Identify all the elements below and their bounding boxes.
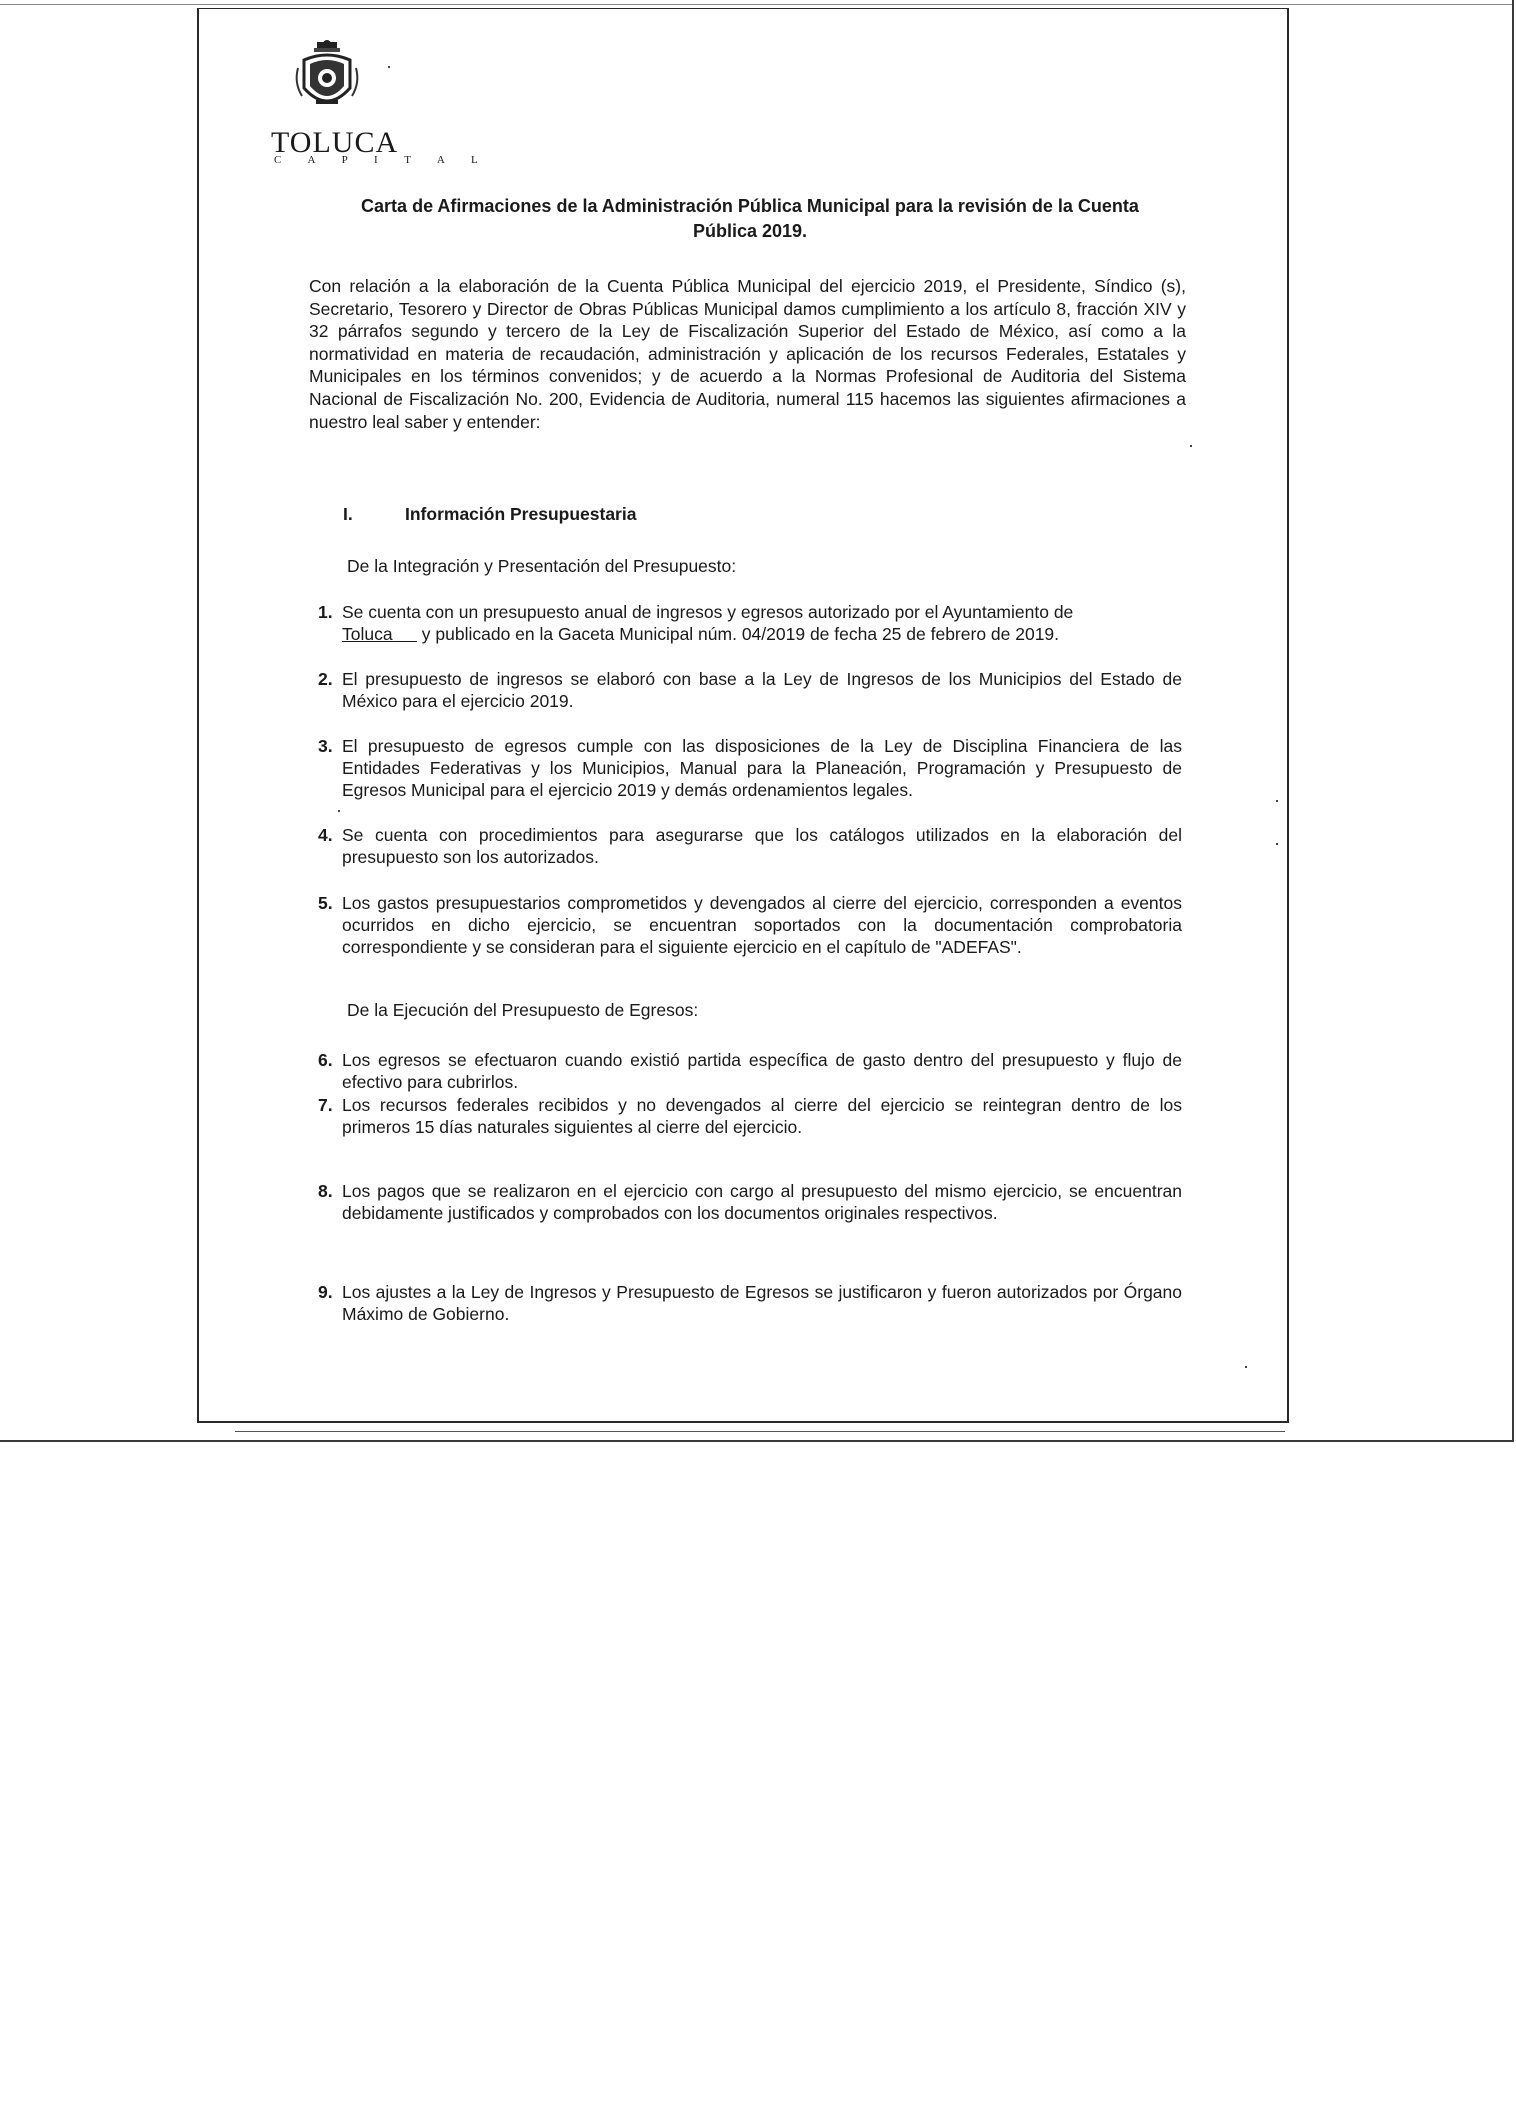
item-number: 1. bbox=[318, 602, 333, 622]
item-text bbox=[342, 601, 1182, 645]
item-number: 5. bbox=[318, 893, 333, 913]
item-text: El presupuesto de egresos cumple con las disposiciones de la Ley de Disciplina Financiera de las Entidades Federativas y los Municipios, Manual para la Planeación, Programación y Presupuesto de Egresos Municipal para el ejercicio 2019 y demás ordenamientos legales. bbox=[342, 736, 1182, 800]
item-text: Los gastos presupuestarios comprometidos y devengados al cierre del ejercicio, corresponden a eventos ocurridos en dicho ejercicio, se encuentran soportados con la documentación comprobatoria correspondiente y se consideran para el siguiente ejercicio en el capítulo de "ADEFAS". bbox=[342, 893, 1182, 957]
logo-wordmark: TOLUCA bbox=[271, 126, 399, 159]
item-number: 2. bbox=[318, 669, 333, 689]
document-title bbox=[300, 194, 1200, 244]
item-text-part-a: Se cuenta con un presupuesto anual de ingresos y egresos autorizado por el Ayuntamiento de bbox=[342, 602, 1074, 622]
item-number: 9. bbox=[318, 1282, 333, 1302]
item-number: 7. bbox=[318, 1095, 333, 1115]
intro-paragraph: Con relación a la elaboración de la Cuenta Pública Municipal del ejercicio 2019, el Presidente, Síndico (s), Secretario, Tesorero y Director de Obras Públicas Municipal damos cumplimiento a los artículo 8, fracción XIV y 32 párrafos segundo y tercero de la Ley de Fiscalización Superior del Estado de México, así como a la normatividad en materia de recaudación, administración y aplicación de los recursos Federales, Estatales y Municipales en los términos convenidos; y de acuerdo a la Normas Profesional de Auditoria del Sistema Nacional de Fiscalización No. 200, Evidencia de Auditoria, numeral 115 hacemos las siguientes afirmaciones a nuestro leal saber y entender: bbox=[309, 276, 1186, 432]
coat-of-arms-icon bbox=[292, 38, 362, 120]
item-number: 3. bbox=[318, 736, 333, 756]
section-title: Información Presupuestaria bbox=[405, 504, 637, 524]
municipality-name: Toluca bbox=[342, 624, 393, 644]
subheading-integration: De la Integración y Presentación del Presupuesto: bbox=[347, 556, 737, 576]
section-number: I. bbox=[343, 504, 353, 524]
scan-speck bbox=[1245, 1366, 1247, 1368]
item-number: 4. bbox=[318, 825, 333, 845]
page-bottom-rule bbox=[235, 1431, 1285, 1432]
title-line-2: Pública 2019. bbox=[692, 221, 808, 241]
subheading-execution: De la Ejecución del Presupuesto de Egresos: bbox=[347, 1000, 699, 1020]
scan-speck bbox=[1276, 800, 1278, 802]
item-text: Los recursos federales recibidos y no devengados al cierre del ejercicio se reintegran dentro de los primeros 15 días naturales siguientes al cierre del ejercicio. bbox=[342, 1095, 1182, 1137]
item-number: 8. bbox=[318, 1181, 333, 1201]
title-line-1: Carta de Afirmaciones de la Administración Pública Municipal para la revisión de la Cuenta bbox=[361, 196, 1139, 216]
item-number: 6. bbox=[318, 1050, 333, 1070]
item-text: Los egresos se efectuaron cuando existió partida específica de gasto dentro del presupuesto y flujo de efectivo para cubrirlos. bbox=[342, 1050, 1182, 1092]
scan-speck bbox=[338, 810, 340, 812]
item-text: Se cuenta con procedimientos para asegurarse que los catálogos utilizados en la elaboración del presupuesto son los autorizados. bbox=[342, 825, 1182, 867]
scan-speck bbox=[1276, 843, 1278, 845]
scan-speck bbox=[388, 66, 390, 68]
item-text: Los ajustes a la Ley de Ingresos y Presupuesto de Egresos se justificaron y fueron autorizados por Órgano Máximo de Gobierno. bbox=[342, 1282, 1182, 1324]
item-text: El presupuesto de ingresos se elaboró con base a la Ley de Ingresos de los Municipios del Estado de México para el ejercicio 2019. bbox=[342, 669, 1182, 711]
scan-speck bbox=[1190, 445, 1192, 447]
logo-tagline: C A P I T A L bbox=[274, 154, 490, 166]
item-text-part-b: y publicado en la Gaceta Municipal núm. 04/2019 de fecha 25 de febrero de 2019. bbox=[421, 624, 1060, 644]
item-text: Los pagos que se realizaron en el ejercicio con cargo al presupuesto del mismo ejercicio, se encuentran debidamente justificados y comprobados con los documentos originales respectivos. bbox=[342, 1181, 1182, 1223]
